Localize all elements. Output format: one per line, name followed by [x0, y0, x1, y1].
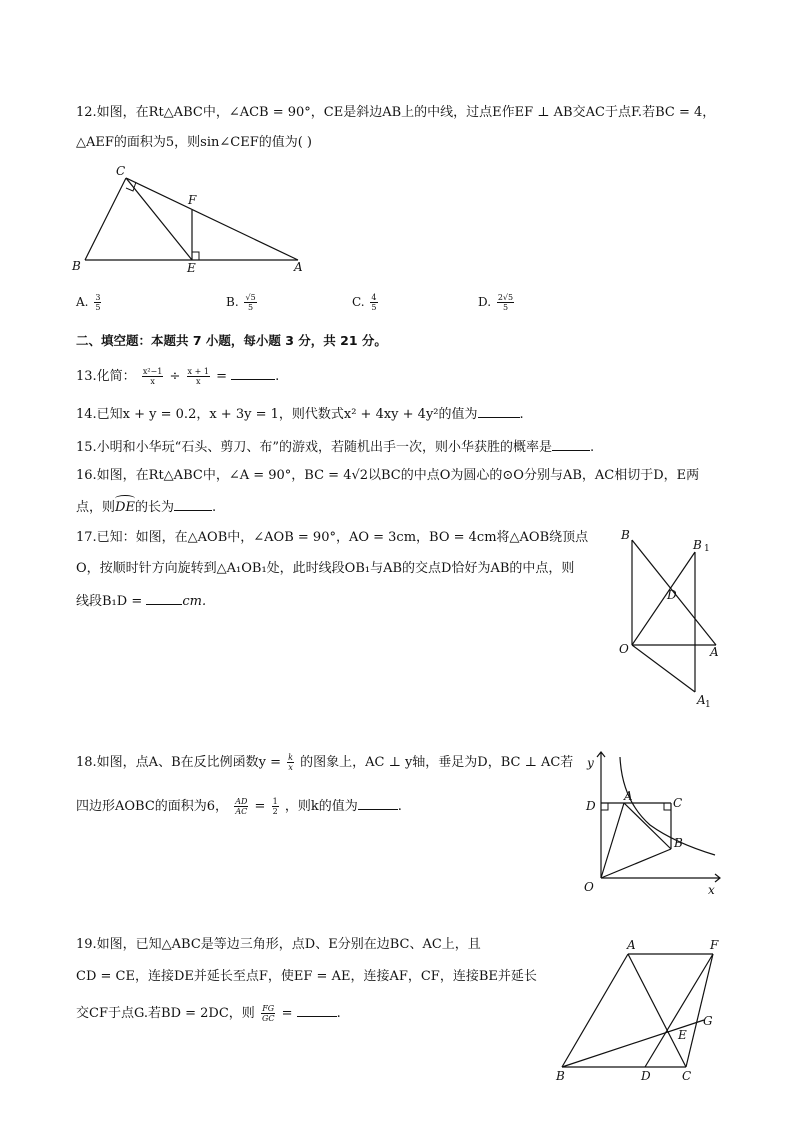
q19-label-c: C: [682, 1069, 692, 1083]
q19-label-a: A: [627, 938, 636, 952]
q12-label-e: E: [187, 261, 196, 275]
q12-line2: △AEF的面积为5，则sin∠CEF的值为( ): [76, 135, 312, 150]
arc-de: DE: [115, 500, 135, 515]
q18-line1: 18.如图，点A、B在反比例函数y = $\frac{k}{x}$ 的图象上，AC ⊥ y轴，垂足为D，BC ⊥ AC若: [76, 753, 574, 772]
q16-answer-blank[interactable]: [174, 497, 212, 511]
q19-line1: 19.如图，已知△ABC是等边三角形，点D、E分别在边BC、AC上，且: [76, 937, 481, 952]
q12-line1: 12.如图，在Rt△ABC中，∠ACB = 90°，CE是斜边AB上的中线，过点E作EF ⊥ AB交AC于点F.若BC = 4，: [76, 105, 716, 120]
q17-label-a: A: [710, 645, 719, 659]
q19-label-d: D: [641, 1069, 651, 1083]
q12-figure: [70, 160, 320, 278]
q19-answer-blank[interactable]: [297, 1003, 337, 1017]
q17-label-d: D: [667, 588, 677, 602]
q12-label-c: C: [116, 164, 126, 178]
q17-label-b: B: [621, 528, 630, 542]
q18-label-o: O: [584, 880, 594, 894]
q19-line2: CD = CE，连接DE并延长至点F，使EF = AE，连接AF，CF，连接BE并延长: [76, 969, 537, 984]
q16-line2: 点，则DE的长为 .: [76, 497, 216, 517]
q17-figure: [615, 525, 725, 715]
q14-answer-blank[interactable]: [478, 404, 520, 418]
q19-label-f: F: [710, 938, 719, 952]
q15-line: 15.小明和小华玩“石头、剪刀、布”的游戏，若随机出手一次，则小华获胜的概率是 .: [76, 437, 594, 457]
q18-figure: [580, 745, 725, 900]
q12-choice-d[interactable]: D. $\frac{2√5}{5}$: [478, 293, 514, 312]
q18-line2: 四边形AOBC的面积为6， $\frac{AD}{AC}$ = $\frac{1}{2}$ ，则k的值为 .: [76, 797, 402, 816]
q18-label-b: B: [674, 836, 683, 850]
q17-label-a1: A: [697, 693, 706, 707]
section-heading: 二、填空题：本题共 7 小题，每小题 3 分，共 21 分。: [76, 333, 387, 348]
q17-sub-b1: 1: [704, 544, 710, 554]
q17-line3: 线段B₁D = cm.: [76, 591, 206, 611]
q12-choice-b[interactable]: B. $\frac{√5}{5}$: [226, 293, 256, 312]
q18-label-d: D: [586, 799, 596, 813]
q18-label-x: x: [708, 883, 715, 897]
q12-label-b: B: [72, 259, 81, 273]
q18-label-a: A: [624, 789, 633, 803]
q12-label-a: A: [294, 260, 303, 274]
q17-line2: O，按顺时针方向旋转到△A₁OB₁处，此时线段OB₁与AB的交点D恰好为AB的中点，则: [76, 561, 575, 576]
q19-label-b: B: [556, 1069, 565, 1083]
q12-label-f: F: [188, 193, 197, 207]
q18-label-c: C: [673, 796, 683, 810]
q18-label-y: y: [587, 756, 594, 770]
q17-label-o: O: [619, 642, 629, 656]
q15-answer-blank[interactable]: [552, 437, 590, 451]
q13-answer-blank[interactable]: [231, 366, 275, 380]
q17-sub-a1: 1: [705, 700, 711, 710]
q19-label-g: G: [703, 1014, 713, 1028]
q17-line1: 17.已知：如图，在△AOB中，∠AOB = 90°，AO = 3cm，BO = 4cm将△AOB绕顶点: [76, 530, 589, 545]
q17-label-b1: B: [693, 538, 702, 552]
q19-label-e: E: [678, 1028, 687, 1042]
q14-line: 14.已知x + y = 0.2，x + 3y = 1，则代数式x² + 4xy + 4y²的值为 .: [76, 404, 524, 424]
q16-line1: 16.如图，在Rt△ABC中，∠A = 90°，BC = 4√2以BC的中点O为圆心的⊙O分别与AB，AC相切于D，E两: [76, 468, 700, 483]
q18-answer-blank[interactable]: [358, 796, 398, 810]
q13-line: 13.化简： $\frac{\text{x²−1}}{x}$ ÷ $\frac{x + 1}{x}$ = .: [76, 367, 280, 386]
q19-line3: 交CF于点G.若BD = 2DC，则 $\frac{FG}{GC}$ = .: [76, 1004, 341, 1023]
q12-choice-c[interactable]: C. $\frac{4}{5}$: [352, 293, 377, 312]
q17-answer-blank[interactable]: [146, 591, 182, 605]
q12-choice-a[interactable]: A. $\frac{3}{5}$: [76, 293, 101, 312]
q19-figure: [550, 935, 730, 1085]
